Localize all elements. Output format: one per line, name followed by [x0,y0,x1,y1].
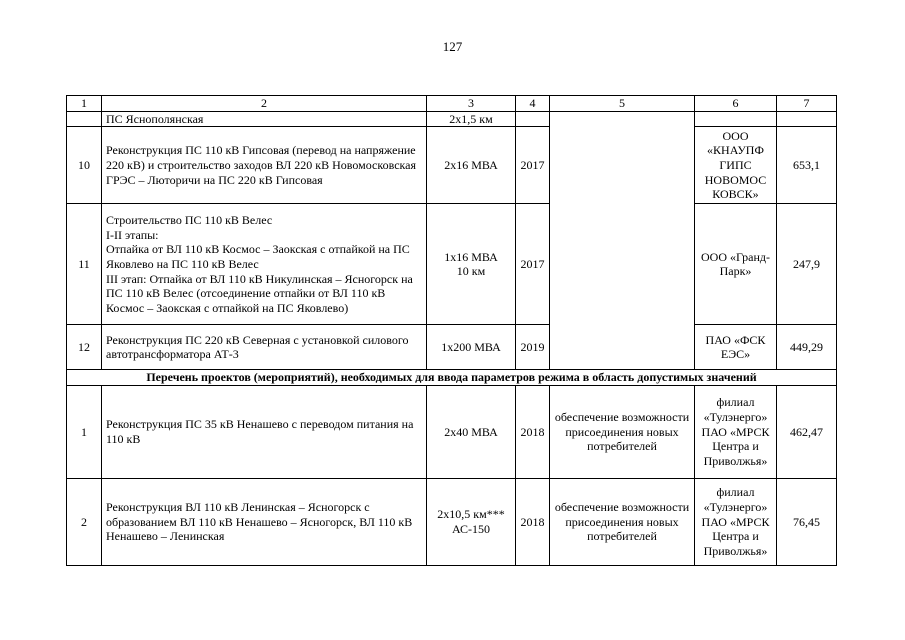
project-cost: 653,1 [777,127,837,204]
section-header-row [67,370,837,386]
project-capacity: 2х16 МВА [427,127,516,204]
project-year [516,111,550,127]
project-year: 2017 [516,127,550,204]
table-header-row [67,96,837,112]
row-number: 1 [67,385,102,478]
table-row [67,478,837,565]
table-row [67,204,837,325]
table-row [67,385,837,478]
project-capacity: 2х10,5 км*** АС-150 [427,478,516,565]
table-row [67,111,837,127]
project-purpose-blank [550,111,695,370]
project-capacity: 2х1,5 км [427,111,516,127]
column-header: 2 [102,96,427,112]
project-cost: 449,29 [777,325,837,370]
project-organization [695,111,777,127]
project-year: 2019 [516,325,550,370]
column-header: 3 [427,96,516,112]
column-header: 5 [550,96,695,112]
row-number: 11 [67,204,102,325]
project-year: 2018 [516,478,550,565]
project-purpose: обеспечение возможности присоединения новых потребителей [550,478,695,565]
project-cost: 76,45 [777,478,837,565]
table-row [67,325,837,370]
project-capacity: 1х200 МВА [427,325,516,370]
row-number: 12 [67,325,102,370]
projects-table [66,95,837,566]
table-row [67,127,837,204]
column-header: 1 [67,96,102,112]
column-header: 4 [516,96,550,112]
project-organization: ООО «Гранд-Парк» [695,204,777,325]
project-capacity: 2х40 МВА [427,385,516,478]
project-name: Реконструкция ВЛ 110 кВ Ленинская – Ясногорск с образованием ВЛ 110 кВ Ненашево – Ясногорск, ВЛ 110 кВ Ненашево – Ленинская [102,478,427,565]
project-cost: 247,9 [777,204,837,325]
page-number: 127 [442,39,463,54]
project-name: Реконструкция ПС 110 кВ Гипсовая (перевод на напряжение 220 кВ) и строительство заходов ВЛ 220 кВ Новомосковская ГРЭС – Люторичи на ПС 220 кВ Гипсовая [102,127,427,204]
project-purpose: обеспечение возможности присоединения новых потребителей [550,385,695,478]
project-capacity: 1х16 МВА 10 км [427,204,516,325]
project-name: Реконструкция ПС 35 кВ Ненашево с переводом питания на 110 кВ [102,385,427,478]
project-organization: ПАО «ФСК ЕЭС» [695,325,777,370]
row-number: 10 [67,127,102,204]
project-year: 2018 [516,385,550,478]
row-number [67,111,102,127]
row-number: 2 [67,478,102,565]
column-header: 7 [777,96,837,112]
project-organization: филиал «Тулэнерго» ПАО «МРСК Центра и Приволжья» [695,385,777,478]
project-organization: ООО «КНАУПФ ГИПС НОВОМОС КОВСК» [695,127,777,204]
project-cost: 462,47 [777,385,837,478]
project-year: 2017 [516,204,550,325]
section-title: Перечень проектов (мероприятий), необходимых для ввода параметров режима в область допустимых значений [67,370,837,386]
project-organization: филиал «Тулэнерго» ПАО «МРСК Центра и Приволжья» [695,478,777,565]
project-cost [777,111,837,127]
project-name: Реконструкция ПС 220 кВ Северная с установкой силового автотрансформатора АТ-3 [102,325,427,370]
project-name: Строительство ПС 110 кВ Велес I-II этапы: Отпайка от ВЛ 110 кВ Космос – Заокская с отпайкой на ПС Яковлево на ПС 110 кВ Велес III этап: Отпайка от ВЛ 110 кВ Никулинская – Ясногорск на ПС 110 кВ Велес (отсоединение отпайки от ВЛ 110 кВ Космос – Заокская с отпайкой на ПС Яковлево) [102,204,427,325]
column-header: 6 [695,96,777,112]
project-name: ПС Яснополянская [102,111,427,127]
